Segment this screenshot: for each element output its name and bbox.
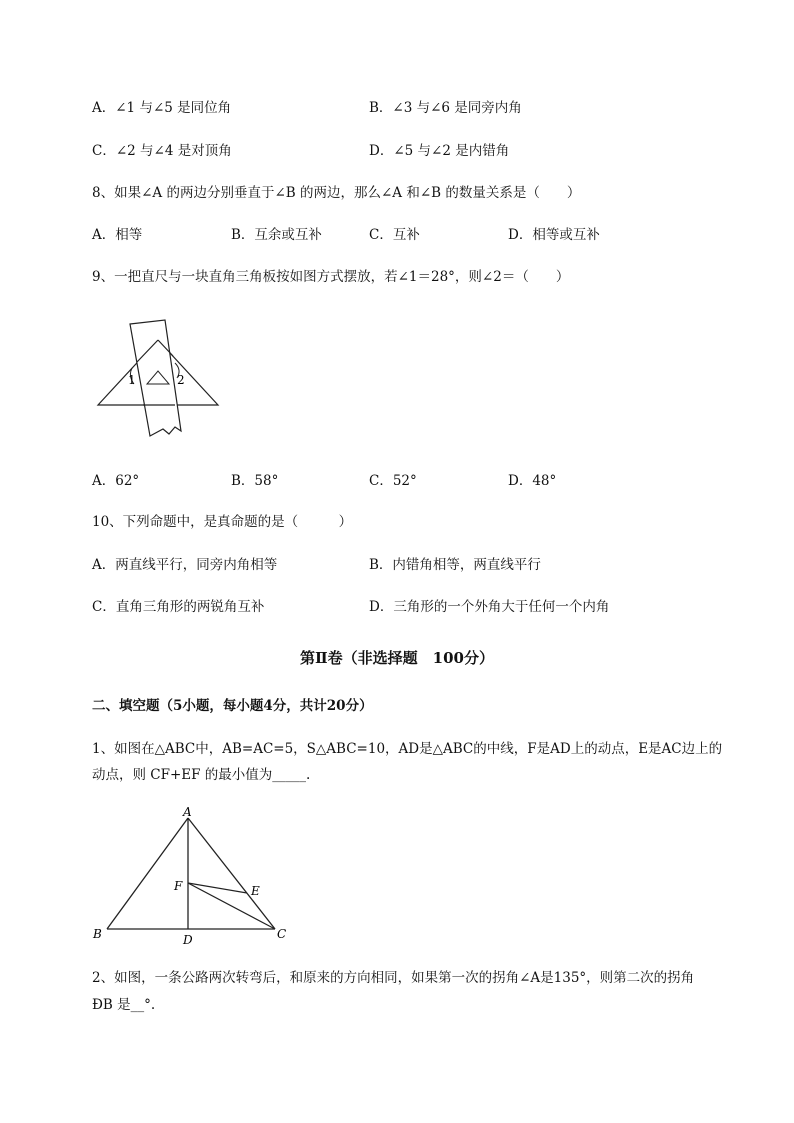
angle-2-label: 2 xyxy=(177,373,185,387)
fill-q1-triangle-figure xyxy=(90,805,300,945)
q9-option-c: C．52° xyxy=(369,473,417,489)
side-ac xyxy=(188,818,275,929)
q9-ruler-triangle-figure xyxy=(95,318,225,443)
q7-option-a: A．∠1 与∠5 是同位角 xyxy=(92,100,232,116)
fill-section-title: 二、填空题（5小题，每小题4分，共计20分） xyxy=(92,698,373,714)
fill-q2-line2: ÐB 是__°. xyxy=(92,997,156,1013)
q8-option-a: A．相等 xyxy=(92,227,143,243)
q9-option-a: A．62° xyxy=(92,473,140,489)
q8-option-c: C．互补 xyxy=(369,227,420,243)
label-d: D xyxy=(183,933,193,947)
label-c: C xyxy=(277,927,287,941)
q7-option-d: D．∠5 与∠2 是内错角 xyxy=(369,143,510,159)
q7-option-b: B．∠3 与∠6 是同旁内角 xyxy=(369,100,522,116)
ruler xyxy=(130,320,181,436)
fill-q1-line1: 1、如图在△ABC中，AB=AC=5，S△ABC=10，AD是△ABC的中线，F是AD上的动点，E是AC边上的 xyxy=(92,741,723,757)
label-f: F xyxy=(174,879,183,893)
q10-option-d: D．三角形的一个外角大于任何一个内角 xyxy=(369,599,610,615)
q7-option-c: C．∠2 与∠4 是对顶角 xyxy=(92,143,232,159)
part2-title: 第Ⅱ卷（非选择题 100分） xyxy=(300,649,494,667)
label-b: B xyxy=(93,927,102,941)
side-ab xyxy=(107,818,188,929)
label-e: E xyxy=(251,884,260,898)
q9-option-b: B．58° xyxy=(231,473,279,489)
q8-option-b: B．互余或互补 xyxy=(231,227,322,243)
q8-option-d: D．相等或互补 xyxy=(508,227,600,243)
q10-option-a: A．两直线平行，同旁内角相等 xyxy=(92,557,278,573)
q10-stem: 10、下列命题中，是真命题的是（ ） xyxy=(92,514,353,530)
fill-q2-line1: 2、如图，一条公路两次转弯后，和原来的方向相同，如果第一次的拐角∠A是135°，则第二次的拐角 xyxy=(92,970,695,986)
q10-option-b: B．内错角相等，两直线平行 xyxy=(369,557,541,573)
q9-stem: 9、一把直尺与一块直角三角板按如图方式摆放，若∠1＝28°，则∠2＝（ ） xyxy=(92,269,570,285)
q10-option-c: C．直角三角形的两锐角互补 xyxy=(92,599,265,615)
angle-1-label: 1 xyxy=(128,373,136,387)
label-a: A xyxy=(183,805,192,819)
q8-stem: 8、如果∠A 的两边分别垂直于∠B 的两边，那么∠A 和∠B 的数量关系是（ ） xyxy=(92,185,581,201)
fill-q1-line2: 动点，则 CF+EF 的最小值为_____. xyxy=(92,767,311,783)
q9-option-d: D．48° xyxy=(508,473,557,489)
